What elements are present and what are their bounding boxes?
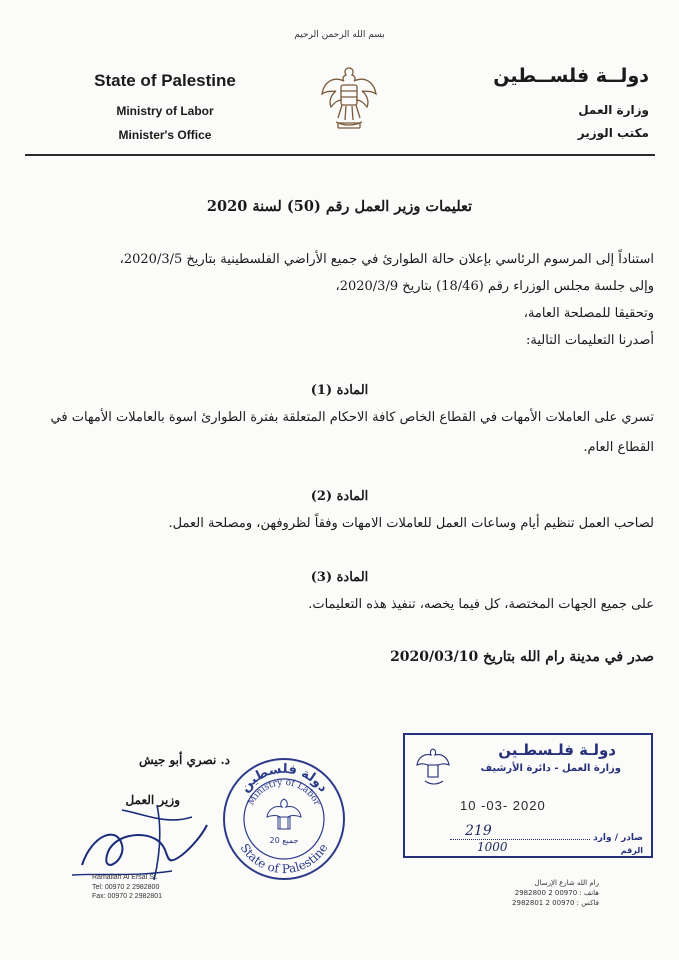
handwritten-signature-icon — [62, 795, 212, 885]
article-1-text: تسري على العاملات الأمهات في القطاع الخاص كافة الاحكام المتعلقة بفترة الطوارئ اسوة بالعاملات الأمهات في — [50, 410, 654, 425]
article-2-text: لصاحب العمل تنظيم أيام وساعات العمل للعاملات الامهات وفقاً لظروفهن، ومصلحة العمل. — [168, 516, 654, 531]
archive-stamp-number-value: 1000 — [477, 840, 508, 854]
ministry-round-stamp — [220, 755, 348, 883]
preamble-line: استناداً إلى المرسوم الرئاسي بإعلان حالة الطوارئ في جميع الأراضي الفلسطينية بتاريخ 2020/3/5، — [119, 252, 654, 267]
round-stamp-eagle-icon — [267, 799, 301, 829]
en-ministry-name: Ministry of Labor — [116, 104, 214, 118]
article-2-heading: المادة (2) — [310, 489, 369, 504]
archive-stamp-department: وزارة العمل - دائرة الأرشيف — [480, 763, 621, 774]
round-stamp-en-bottom: State of Palestine — [237, 841, 331, 877]
article-3-heading: المادة (3) — [310, 570, 369, 585]
preamble-line: وإلى جلسة مجلس الوزراء رقم (18/46) بتاريخ 2020/3/9، — [335, 279, 654, 294]
footer-tel-en: Tel: 00970 2 2982800 — [92, 884, 160, 891]
document-title: تعليمات وزير العمل رقم (50) لسنة 2020 — [206, 198, 473, 215]
article-3-text: على جميع الجهات المختصة، كل فيما يخصه، تنفيذ هذه التعليمات. — [308, 597, 654, 612]
footer-tel-ar: هاتف : 00970 2 2982800 — [514, 889, 599, 897]
archive-stamp-country: دولـة فلـسطـين — [498, 741, 616, 759]
archive-stamp-type-value: 219 — [465, 823, 492, 839]
eagle-emblem-icon — [318, 60, 380, 132]
signatory-name: د. نصري أبو جيش — [138, 753, 230, 767]
round-stamp-en-top: Ministry of Labor — [246, 777, 322, 808]
archive-stamp-date: 10 -03- 2020 — [460, 798, 546, 813]
preamble-line: وتحقيقا للمصلحة العامة، — [523, 306, 654, 321]
issue-date-line: صدر في مدينة رام الله بتاريخ 2020/03/10 — [390, 649, 654, 665]
signatory-title: وزير العمل — [125, 793, 180, 807]
article-1-text: القطاع العام. — [583, 440, 654, 455]
ar-office-name: مكتب الوزير — [577, 126, 649, 140]
footer-fax-ar: فاكس : 00970 2 2982801 — [512, 899, 599, 907]
archive-stamp-eagle-icon — [413, 745, 453, 789]
article-1-heading: المادة (1) — [310, 383, 369, 398]
footer-fax-en: Fax: 00970 2 2982801 — [92, 893, 163, 900]
archive-stamp-type-label: صادر / وارد — [593, 833, 643, 843]
archive-stamp-type-dots — [450, 839, 590, 840]
preamble-line: أصدرنا التعليمات التالية: — [526, 333, 654, 348]
archive-stamp-number-label: الرقم — [620, 846, 643, 855]
bismillah: بسم الله الرحمن الرحيم — [294, 30, 385, 40]
header-divider — [25, 154, 655, 156]
footer-address-ar: رام الله شارع الإرسال — [534, 879, 599, 887]
en-country-name: State of Palestine — [94, 71, 236, 90]
en-office-name: Minister's Office — [118, 128, 212, 142]
ar-ministry-name: وزارة العمل — [578, 103, 649, 117]
ar-country-name: دولــة فلســطين — [493, 65, 649, 87]
round-stamp-ar: دولة فلسطين — [237, 761, 331, 796]
round-stamp-inner: 20 جميع — [269, 836, 299, 845]
footer-address-en: Ramallah Al Ersal St. — [92, 874, 158, 881]
archive-stamp — [403, 733, 653, 858]
